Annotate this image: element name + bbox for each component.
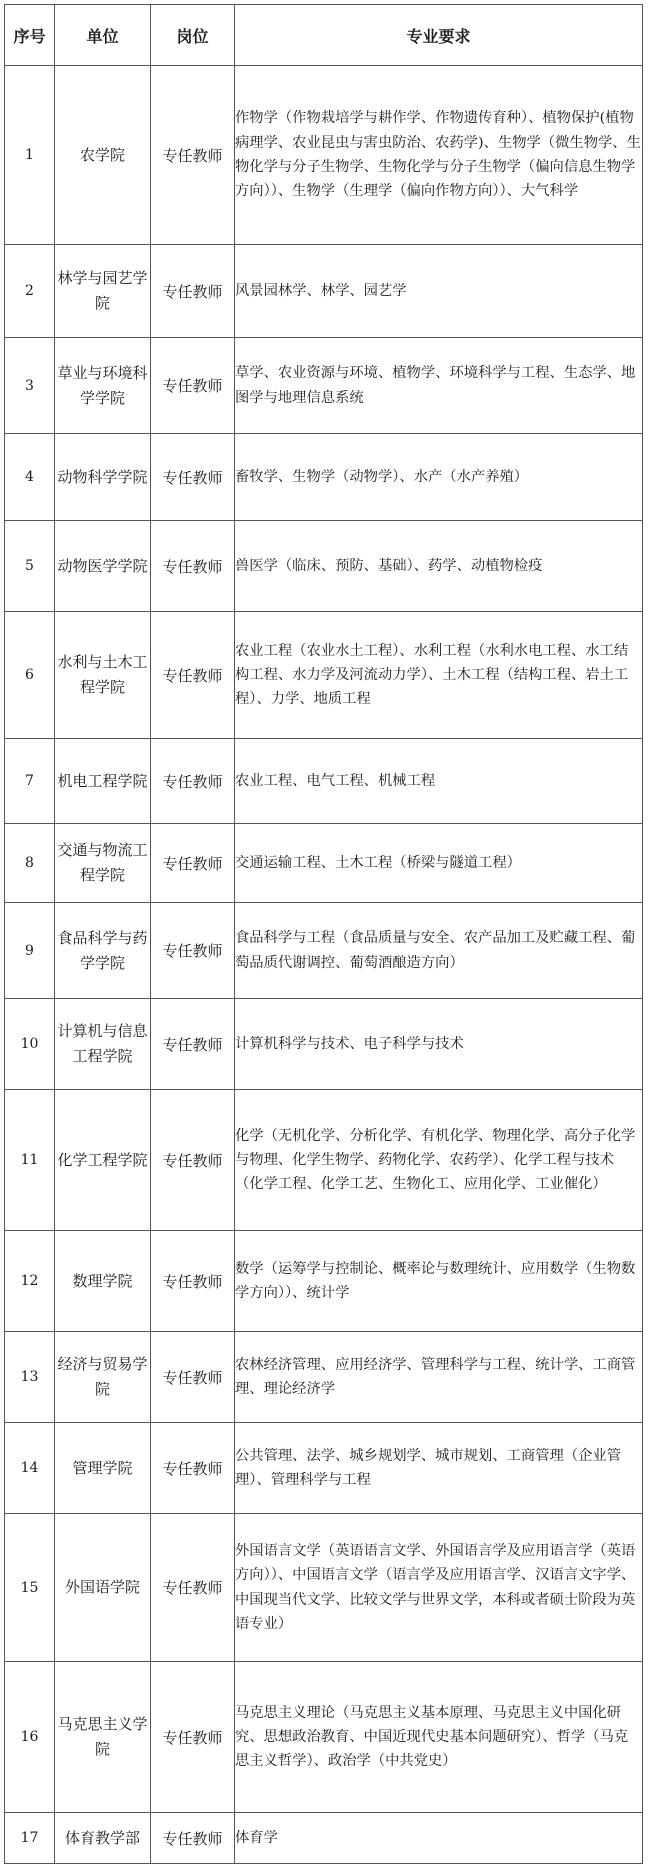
requirements-cell: 外国语言文学（英语语言文学、外国语言学及应用语言学（英语方向））、中国语言文学（语言学及应用语言学、汉语言文字学、中国现当代文学、比较文学与世界文学，本科或者硕士阶段为英语专业）	[235, 1514, 643, 1662]
row-number: 10	[5, 999, 55, 1090]
table-row	[5, 1423, 643, 1514]
unit-cell: 农学院	[55, 66, 151, 245]
table-row	[5, 338, 643, 434]
post-cell: 专任教师	[151, 1231, 235, 1332]
requirements-cell: 计算机科学与技术、电子科学与技术	[235, 999, 643, 1090]
requirements-cell: 畜牧学、生物学（动物学）、水产（水产养殖）	[235, 434, 643, 521]
unit-cell: 动物医学学院	[55, 521, 151, 612]
table-row	[5, 903, 643, 999]
requirements-cell: 农业工程（农业水土工程）、水利工程（水利水电工程、水工结构工程、水力学及河流动力学）、土木工程（结构工程、岩土工程）、力学、地质工程	[235, 612, 643, 739]
table-row	[5, 521, 643, 612]
table-row	[5, 1514, 643, 1662]
post-cell: 专任教师	[151, 1332, 235, 1423]
table-row	[5, 1662, 643, 1813]
requirements-cell: 交通运输工程、土木工程（桥梁与隧道工程）	[235, 824, 643, 903]
table-row	[5, 999, 643, 1090]
unit-cell: 动物科学学院	[55, 434, 151, 521]
unit-cell: 计算机与信息工程学院	[55, 999, 151, 1090]
unit-cell: 机电工程学院	[55, 739, 151, 824]
requirements-cell: 公共管理、法学、城乡规划学、城市规划、工商管理（企业管理）、管理科学与工程	[235, 1423, 643, 1514]
row-number: 11	[5, 1090, 55, 1231]
row-number: 17	[5, 1813, 55, 1864]
table-row	[5, 66, 643, 245]
row-number: 14	[5, 1423, 55, 1514]
row-number: 5	[5, 521, 55, 612]
post-cell: 专任教师	[151, 612, 235, 739]
unit-cell: 食品科学与药学学院	[55, 903, 151, 999]
unit-cell: 水利与土木工程学院	[55, 612, 151, 739]
unit-cell: 经济与贸易学院	[55, 1332, 151, 1423]
row-number: 8	[5, 824, 55, 903]
requirements-cell: 农业工程、电气工程、机械工程	[235, 739, 643, 824]
unit-cell: 管理学院	[55, 1423, 151, 1514]
header-row	[5, 5, 643, 66]
post-cell: 专任教师	[151, 999, 235, 1090]
requirements-cell: 兽医学（临床、预防、基础）、药学、动植物检疫	[235, 521, 643, 612]
row-number: 7	[5, 739, 55, 824]
post-cell: 专任教师	[151, 1813, 235, 1864]
header-no: 序号	[5, 5, 55, 66]
table-row	[5, 1332, 643, 1423]
requirements-cell: 数学（运筹学与控制论、概率论与数理统计、应用数学（生物数学方向））、统计学	[235, 1231, 643, 1332]
post-cell: 专任教师	[151, 903, 235, 999]
unit-cell: 林学与园艺学院	[55, 245, 151, 338]
post-cell: 专任教师	[151, 338, 235, 434]
row-number: 15	[5, 1514, 55, 1662]
row-number: 2	[5, 245, 55, 338]
row-number: 13	[5, 1332, 55, 1423]
post-cell: 专任教师	[151, 1090, 235, 1231]
unit-cell: 外国语学院	[55, 1514, 151, 1662]
post-cell: 专任教师	[151, 824, 235, 903]
header-post: 岗位	[151, 5, 235, 66]
post-cell: 专任教师	[151, 1423, 235, 1514]
requirements-cell: 化学（无机化学、分析化学、有机化学、物理化学、高分子化学与物理、化学生物学、药物化学、农药学）、化学工程与技术（化学工程、化学工艺、生物化工、应用化学、工业催化）	[235, 1090, 643, 1231]
unit-cell: 化学工程学院	[55, 1090, 151, 1231]
unit-cell: 草业与环境科学学院	[55, 338, 151, 434]
table-row	[5, 739, 643, 824]
row-number: 6	[5, 612, 55, 739]
requirements-cell: 作物学（作物栽培学与耕作学、作物遗传育种）、植物保护(植物病理学、农业昆虫与害虫防治、农药学)、生物学（微生物学、生物化学与分子生物学、生物化学与分子生物学（偏向信息生物学方向））、生物学（生理学（偏向作物方向））、大气科学	[235, 66, 643, 245]
table-row	[5, 612, 643, 739]
post-cell: 专任教师	[151, 1514, 235, 1662]
requirements-cell: 农林经济管理、应用经济学、管理科学与工程、统计学、工商管理、理论经济学	[235, 1332, 643, 1423]
unit-cell: 体育教学部	[55, 1813, 151, 1864]
table-row	[5, 245, 643, 338]
post-cell: 专任教师	[151, 739, 235, 824]
requirements-cell: 草学、农业资源与环境、植物学、环境科学与工程、生态学、地图学与地理信息系统	[235, 338, 643, 434]
row-number: 3	[5, 338, 55, 434]
requirements-cell: 风景园林学、林学、园艺学	[235, 245, 643, 338]
post-cell: 专任教师	[151, 434, 235, 521]
post-cell: 专任教师	[151, 1662, 235, 1813]
table-row	[5, 1231, 643, 1332]
row-number: 12	[5, 1231, 55, 1332]
row-number: 16	[5, 1662, 55, 1813]
requirements-cell: 食品科学与工程（食品质量与安全、农产品加工及贮藏工程、葡萄品质代谢调控、葡萄酒酿造方向）	[235, 903, 643, 999]
post-cell: 专任教师	[151, 66, 235, 245]
header-requirements: 专业要求	[235, 5, 643, 66]
row-number: 1	[5, 66, 55, 245]
table-row	[5, 824, 643, 903]
unit-cell: 数理学院	[55, 1231, 151, 1332]
unit-cell: 交通与物流工程学院	[55, 824, 151, 903]
requirements-cell: 马克思主义理论（马克思主义基本原理、马克思主义中国化研究、思想政治教育、中国近现代史基本问题研究）、哲学（马克思主义哲学）、政治学（中共党史）	[235, 1662, 643, 1813]
table-row	[5, 434, 643, 521]
post-cell: 专任教师	[151, 521, 235, 612]
table-row	[5, 1090, 643, 1231]
row-number: 4	[5, 434, 55, 521]
table-row	[5, 1813, 643, 1864]
post-cell: 专任教师	[151, 245, 235, 338]
row-number: 9	[5, 903, 55, 999]
header-unit: 单位	[55, 5, 151, 66]
requirements-cell: 体育学	[235, 1813, 643, 1864]
recruitment-table	[4, 4, 643, 1864]
unit-cell: 马克思主义学院	[55, 1662, 151, 1813]
